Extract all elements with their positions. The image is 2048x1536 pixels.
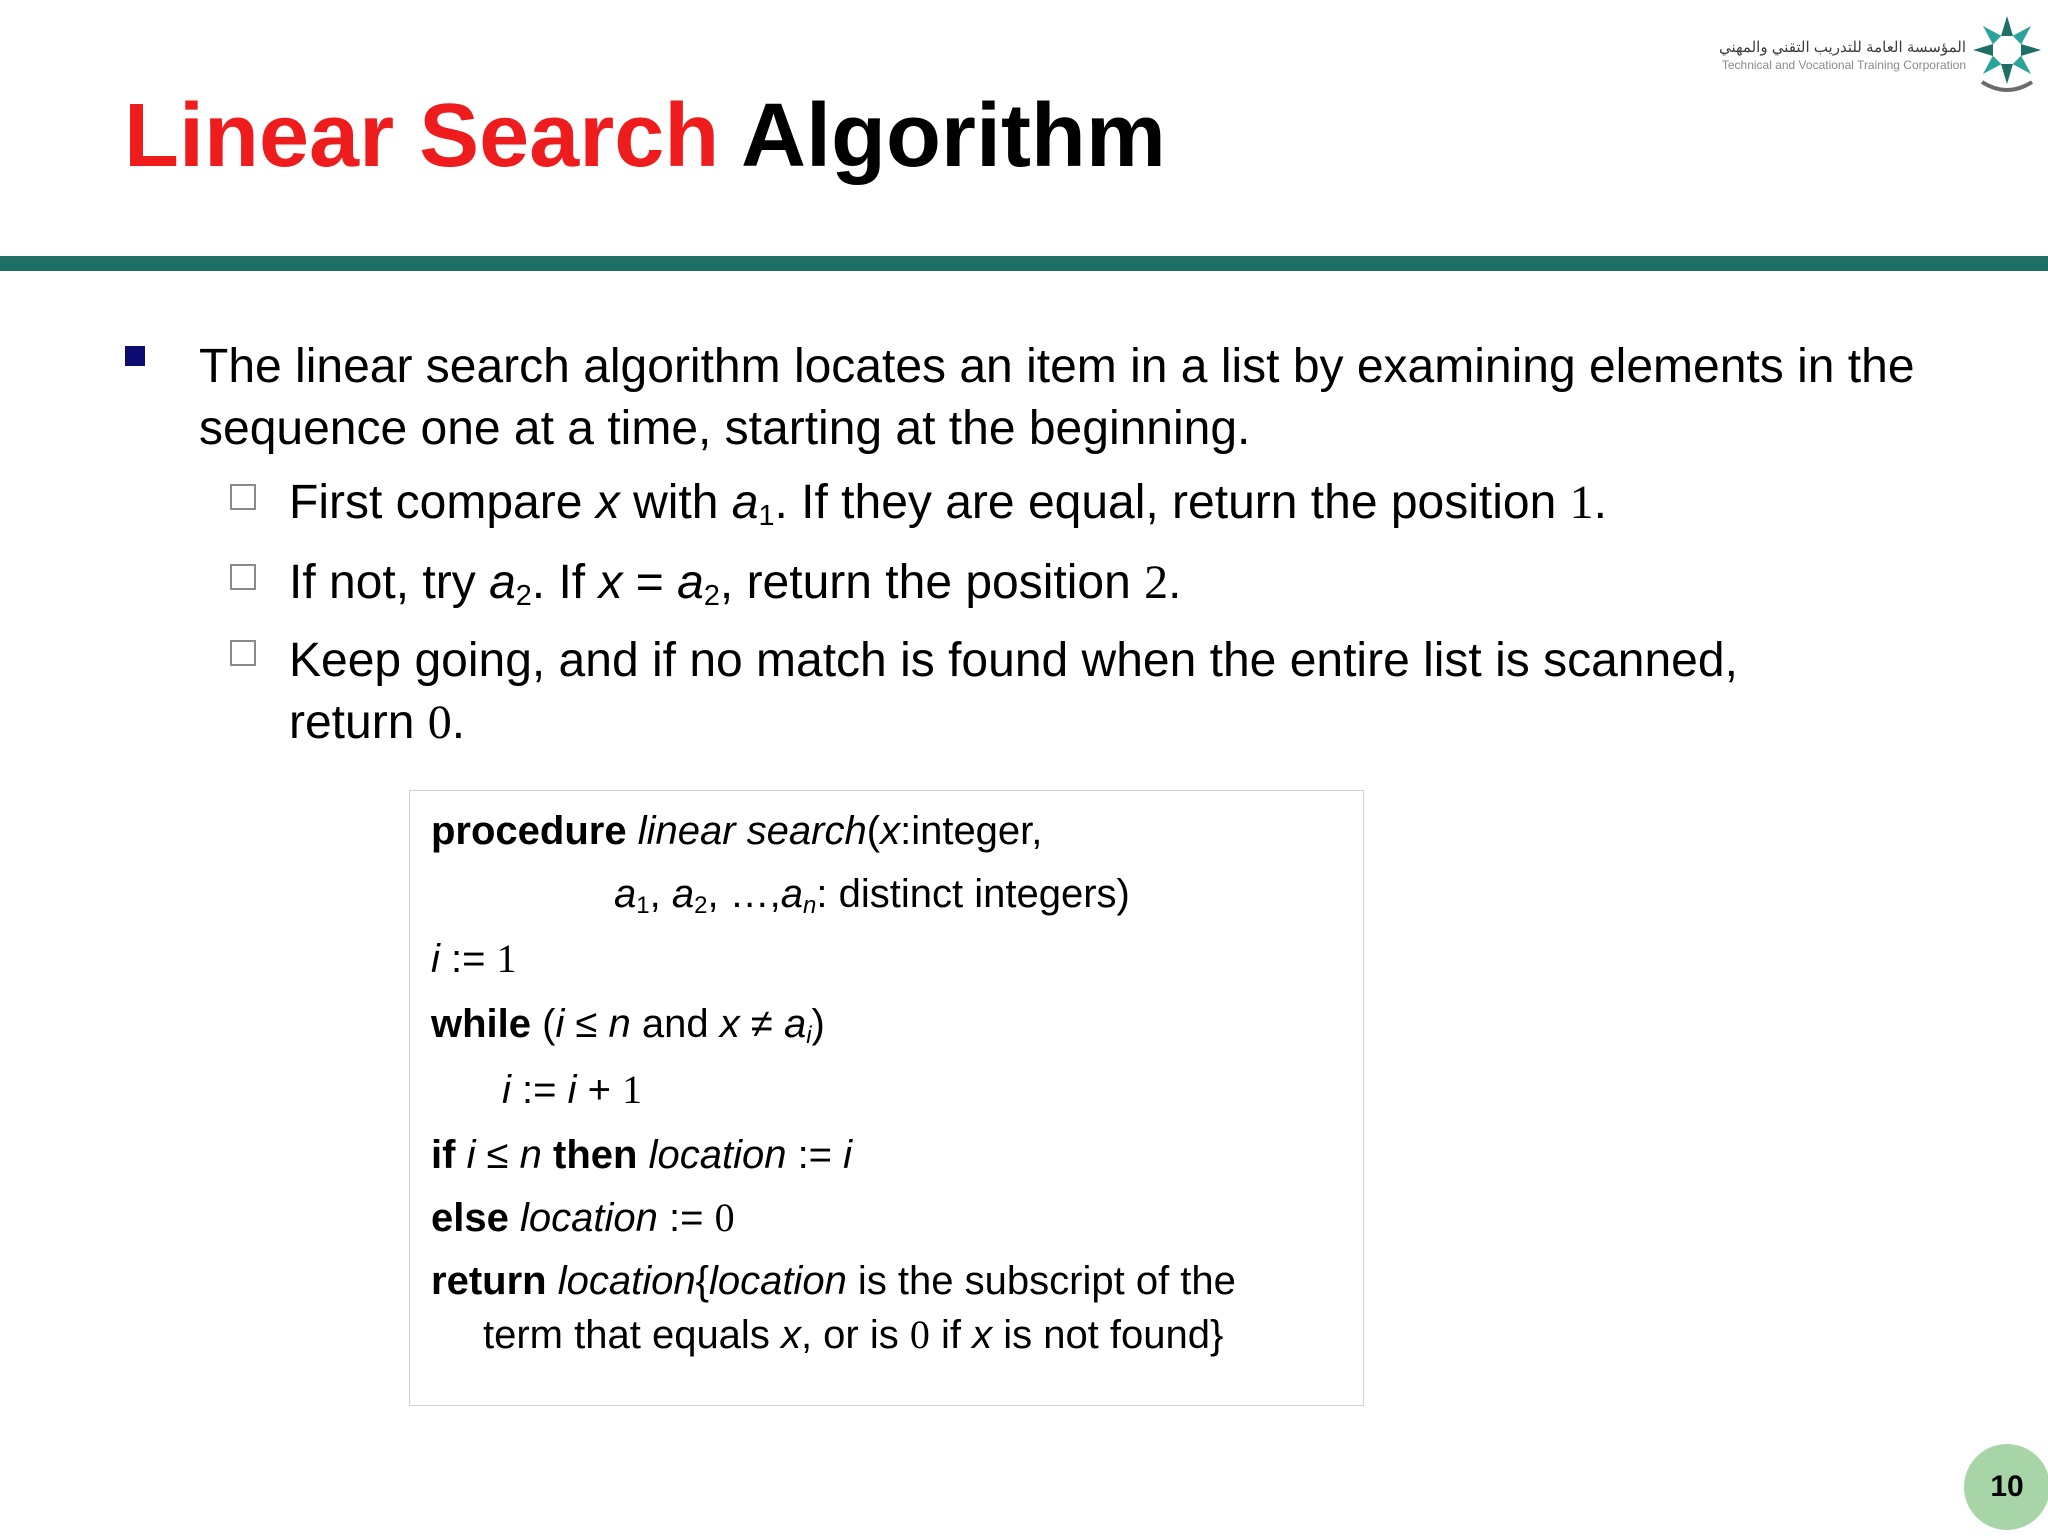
text: is the subscript of the [846,1259,1236,1303]
var-i: i [502,1068,511,1112]
text: ≤ [475,1133,520,1177]
text: . [451,696,466,749]
checkbox-bullet-icon [230,640,256,666]
text: , …, [707,872,781,916]
var-location: location [708,1259,847,1303]
text: ≠ [739,1002,784,1046]
logo-arabic-text: المؤسسة العامة للتدريب التقني والمهني [1718,39,1966,56]
code-line-9 [483,1311,1223,1359]
text: : distinct integers) [816,872,1130,916]
text: Keep going, and if no match is found when the entire list is scanned, [289,634,1738,687]
var-i: i [431,937,440,981]
text: ) [811,1002,825,1046]
text: := [786,1133,844,1177]
text: , return the position [719,556,1145,609]
var-x: x [719,1002,740,1046]
logo-english-text: Technical and Vocational Training Corporation [1721,58,1966,72]
var-i: i [555,1002,565,1046]
text: , or is [800,1313,910,1357]
organization-logo [1718,10,2042,94]
number: 1 [1569,476,1594,529]
text: return [289,696,428,749]
code-line-8 [431,1257,1236,1305]
keyword: if [431,1133,456,1177]
number: 0 [909,1312,930,1357]
code-line-2 [614,870,1130,918]
code-line-7 [431,1194,735,1242]
code-line-5 [502,1066,642,1114]
text: If not, try [289,556,490,609]
subscript: 2 [703,580,720,613]
var-n: n [608,1002,631,1046]
var-a: a [671,872,695,916]
var-x: x [972,1313,993,1357]
code-line-6 [431,1131,852,1179]
procedure-name: linear search [637,809,867,853]
var-location: location [648,1133,787,1177]
var-x: x [598,556,623,609]
text: if [929,1313,973,1357]
text: := [510,1068,568,1112]
var-a: a [677,556,704,609]
keyword: then [553,1133,638,1177]
text: { [695,1259,709,1303]
var-x: x [780,1313,801,1357]
subscript: 1 [758,500,775,533]
page-number-badge [1964,1444,2048,1530]
text: term that equals [483,1313,781,1357]
var-a: a [614,872,637,916]
text: := [657,1196,715,1240]
var-a: a [780,872,804,916]
text: = [622,556,678,609]
subscript: n [803,892,817,919]
text: , [649,872,672,916]
subscript: 2 [515,580,532,613]
text: with [619,476,732,529]
number: 1 [496,936,517,981]
text: ( [531,1002,556,1046]
code-line-1 [431,807,1042,855]
slide-title [124,86,1166,186]
checkbox-bullet-icon [230,564,256,590]
var-location: location [557,1259,696,1303]
var-x: x [595,476,620,529]
code-line-3 [431,935,517,983]
text: is not found} [992,1313,1224,1357]
subscript: 2 [694,892,708,919]
var-a: a [489,556,516,609]
number: 0 [427,696,452,749]
checkbox-bullet-icon [230,484,256,510]
title-divider [0,256,2048,271]
text: . If they are equal, return the position [774,476,1570,529]
var-x: x [880,809,901,853]
sub-bullet-1 [289,472,1939,534]
square-bullet-icon [125,346,145,366]
text: := [439,937,497,981]
text: . [1593,476,1607,529]
text: First compare [289,476,596,529]
text: and [630,1002,720,1046]
var-i: i [567,1068,577,1112]
keyword: while [431,1002,532,1046]
number: 2 [1144,556,1169,609]
text: ( [866,809,881,853]
var-location: location [519,1196,658,1240]
keyword: procedure [431,809,627,853]
var-a: a [783,1002,807,1046]
text: + [576,1068,623,1112]
code-line-4 [431,1000,825,1048]
keyword: else [431,1196,509,1240]
keyword: return [431,1259,547,1303]
sub-bullet-2 [289,552,1939,614]
text: :integer, [900,809,1043,853]
number: 0 [714,1195,735,1240]
var-i: i [843,1133,853,1177]
var-i: i [466,1133,476,1177]
text: . If [531,556,599,609]
page-number: 10 [1990,1470,2024,1503]
var-n: n [519,1133,542,1177]
text: ≤ [564,1002,609,1046]
logo-emblem-icon [1972,10,2042,94]
subscript: 1 [636,892,650,919]
title-rest: Algorithm [740,86,1166,186]
title-highlight: Linear Search [124,86,720,186]
number: 1 [622,1067,643,1112]
text: . [1168,556,1182,609]
main-bullet-text: The linear search algorithm locates an item in a list by examining elements in the sequence one at a time, starting at the beginning. [199,340,1915,455]
subscript: i [806,1022,812,1049]
var-a: a [731,476,759,529]
sub-bullet-3 [289,630,1939,754]
